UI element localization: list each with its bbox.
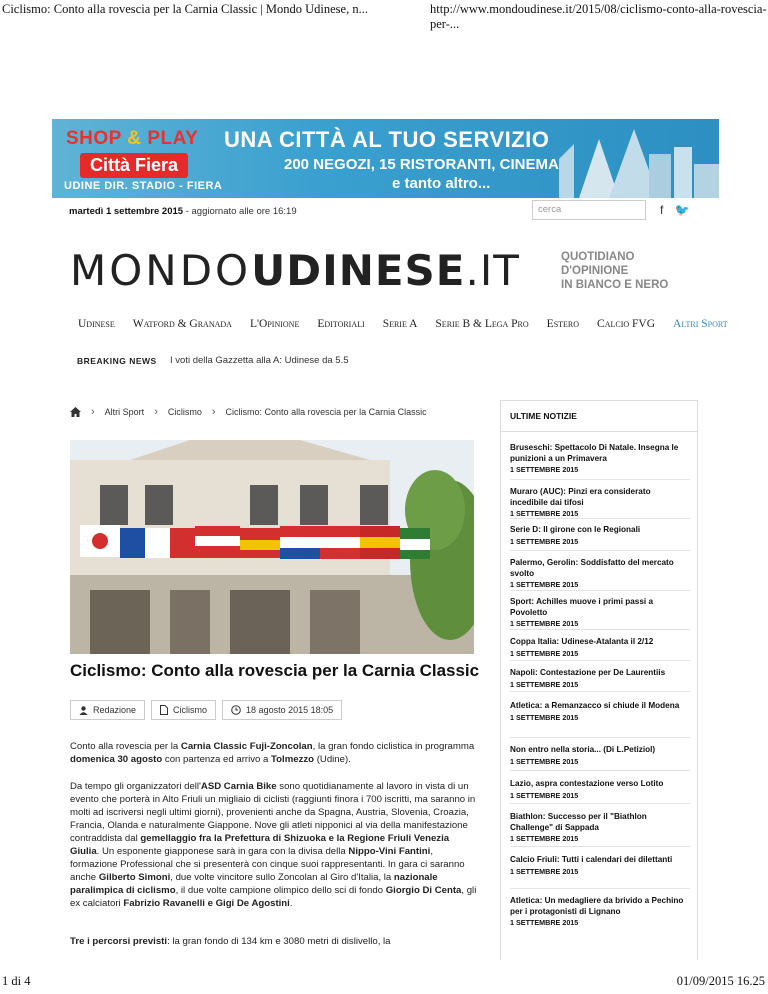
news-item[interactable]: Calcio Friuli: Tutti i calendari dei dilettanti 1 SETTEMBRE 2015 [510,855,673,876]
news-item[interactable]: Lazio, aspra contestazione verso Lotito 1 SETTEMBRE 2015 [510,779,664,800]
news-item[interactable]: Non entro nella storia... (Di L.Petiziol) 1 SETTEMBRE 2015 [510,745,656,766]
nav-item-serie-b[interactable]: Serie B & Lega Pro [435,318,529,330]
divider [510,737,690,738]
print-footer [0,972,768,994]
print-page-title: Ciclismo: Conto alla rovescia per la Carnia Classic | Mondo Udinese, n... [2,2,368,16]
divider [510,691,690,692]
divider [510,660,690,661]
banner-ad[interactable] [52,119,719,198]
banner-citta-fiera: Città Fiera [80,153,188,178]
divider [510,479,690,480]
nav-item-serie-a[interactable]: Serie A [382,318,418,330]
banner-subclaim: 200 NEGOZI, 15 RISTORANTI, CINEMA [284,156,559,173]
banner-subclaim-2: e tanto altro... [392,175,491,192]
user-icon [79,706,88,715]
article-paragraph-1: Conto alla rovescia per la Carnia Classic Fuji-Zoncolan, la gran fondo ciclistica in programma domenica 30 agosto con partenza ed arrivo a Tolmezzo (Udine). [70,741,475,765]
main-nav [78,318,728,332]
latest-news-sidebar [500,400,698,960]
article-meta [70,700,342,720]
news-item[interactable]: Biathlon: Successo per il "Biathlon Challenge" di Sappada 1 SETTEMBRE 2015 [510,812,647,843]
divider [510,846,690,847]
nav-item-editoriali[interactable]: Editoriali [317,318,365,330]
site-tagline: QUOTIDIANO D'OPINIONE IN BIANCO E NERO [561,251,669,291]
news-item[interactable]: Palermo, Gerolin: Soddisfatto del mercato svolto 1 SETTEMBRE 2015 [510,558,674,589]
nav-item-altri-sport[interactable]: Altri Sport [673,318,728,330]
divider [510,888,690,889]
updated-time: - aggiornato alle ore 16:19 [183,206,297,217]
nav-item-calcio-fvg[interactable]: Calcio FVG [597,318,656,330]
banner-skyline-image [539,119,719,198]
news-item[interactable]: Napoli: Contestazione per De Laurentiis 1 SETTEMBRE 2015 [510,668,666,689]
nav-item-watford-granada[interactable]: Watford & Granada [132,318,232,330]
site-logo[interactable]: MONDOUDINESE.IT [70,246,520,295]
banner-claim: UNA CITTÀ AL TUO SERVIZIO [224,127,550,152]
category-chip[interactable] [151,700,216,720]
divider [510,803,690,804]
news-item[interactable]: Atletica: Un medagliere da brivido a Pechino per i protagonisti di Lignano 1 SETTEMBRE 2015 [510,896,684,927]
divider [510,770,690,771]
banner-location: UDINE DIR. STADIO - FIERA [64,180,223,192]
breaking-news-item[interactable]: I voti della Gazzetta alla A: Udinese da 5.5 [170,355,349,366]
divider [510,518,690,519]
search-input[interactable]: cerca [532,200,646,220]
social-links [660,203,698,217]
news-item[interactable]: Muraro (AUC): Pinzi era considerato incedibile dai tifosi 1 SETTEMBRE 2015 [510,487,651,518]
print-header [0,0,768,31]
chevron-right-icon: › [154,406,158,418]
author-name: Redazione [93,705,137,715]
breadcrumb [70,406,427,418]
news-item[interactable]: Coppa Italia: Udinese-Atalanta il 2/12 1 SETTEMBRE 2015 [510,637,654,658]
divider [510,550,690,551]
article-title: Ciclismo: Conto alla rovescia per la Carnia Classic [70,661,480,680]
divider [510,590,690,591]
date-chip [222,700,342,720]
breadcrumb-item-altri-sport[interactable]: Altri Sport [104,407,145,417]
date-bar [69,206,297,217]
banner-shop-play: SHOP & PLAY [66,128,199,149]
chevron-right-icon: › [91,406,95,418]
article-paragraph-3: Tre i percorsi previsti: la gran fondo di 134 km e 3080 metri di dislivello, la [70,936,391,947]
document-icon [160,705,168,715]
home-icon[interactable] [70,407,81,417]
news-item[interactable]: Atletica: a Remanzacco si chiude il Modena 1 SETTEMBRE 2015 [510,701,680,722]
nav-item-opinione[interactable]: L'Opinione [249,318,300,330]
publish-date: 18 agosto 2015 18:05 [246,705,334,715]
category-name: Ciclismo [173,705,208,715]
article-paragraph-2: Da tempo gli organizzatori dell'ASD Carnia Bike sono quotidianamente al lavoro in vista di un evento che porterà in Alto Friuli un migliaio di ciclisti (raggiunti finora i 700 iscritti, ma saranno in molti ad iscriversi negli ultimi giorni), provenienti anche da Spagna, Austria, Slovenia, Croazia, Francia, Olanda e naturalmente Giappone. Nove gli atleti nipponici al via della manifestazione contraddista dal gemellaggio fra la Prefettura di Shizuoka e la Regione Friuli Venezia Giulia. Un esponente giapponese sarà in gara con la divisa della Nippo-Vini Fantini, formazione Professional che si presenterà con cinque suoi rappresentanti. In gara ci saranno anche Gilberto Simoni, due volte vincitore sullo Zoncolan al Giro d'Italia, la nazionale paralimpica di ciclismo, il due volte campione olimpico dello sci di fondo Giorgio Di Centa, gli ex calciatori Fabrizio Ravanelli e Gigi De Agostini. [70,781,477,909]
chevron-right-icon: › [211,406,216,418]
author-chip[interactable] [70,700,145,720]
sidebar-heading: ULTIME NOTIZIE [510,411,577,421]
print-page-url: http://www.mondoudinese.it/2015/08/ciclismo-conto-alla-rovescia-per-... [430,2,767,31]
news-item[interactable]: Serie D: Il girone con le Regionali 1 SETTEMBRE 2015 [510,525,641,546]
divider [501,431,697,432]
nav-item-estero[interactable]: Estero [546,318,580,330]
article-photo [70,440,474,654]
breadcrumb-item-current: Ciclismo: Conto alla rovescia per la Carnia Classic [225,407,427,417]
twitter-icon[interactable]: 🐦 [674,203,690,217]
facebook-icon[interactable]: f [660,203,664,217]
news-item[interactable]: Sport: Achilles muove i primi passi a Povoletto 1 SETTEMBRE 2015 [510,597,654,628]
print-page-number: 1 di 4 [2,974,31,988]
current-date: martedì 1 settembre 2015 [69,206,184,217]
breaking-news-label: BREAKING NEWS [77,356,157,366]
news-item[interactable]: Bruseschi: Spettacolo Di Natale. Insegna le punizioni a un Primavera 1 SETTEMBRE 2015 [510,443,679,474]
clock-icon [231,705,241,715]
print-datetime: 01/09/2015 16.25 [676,974,765,988]
breadcrumb-item-ciclismo[interactable]: Ciclismo [167,407,202,417]
divider [510,629,690,630]
nav-item-udinese[interactable]: Udinese [78,318,115,330]
